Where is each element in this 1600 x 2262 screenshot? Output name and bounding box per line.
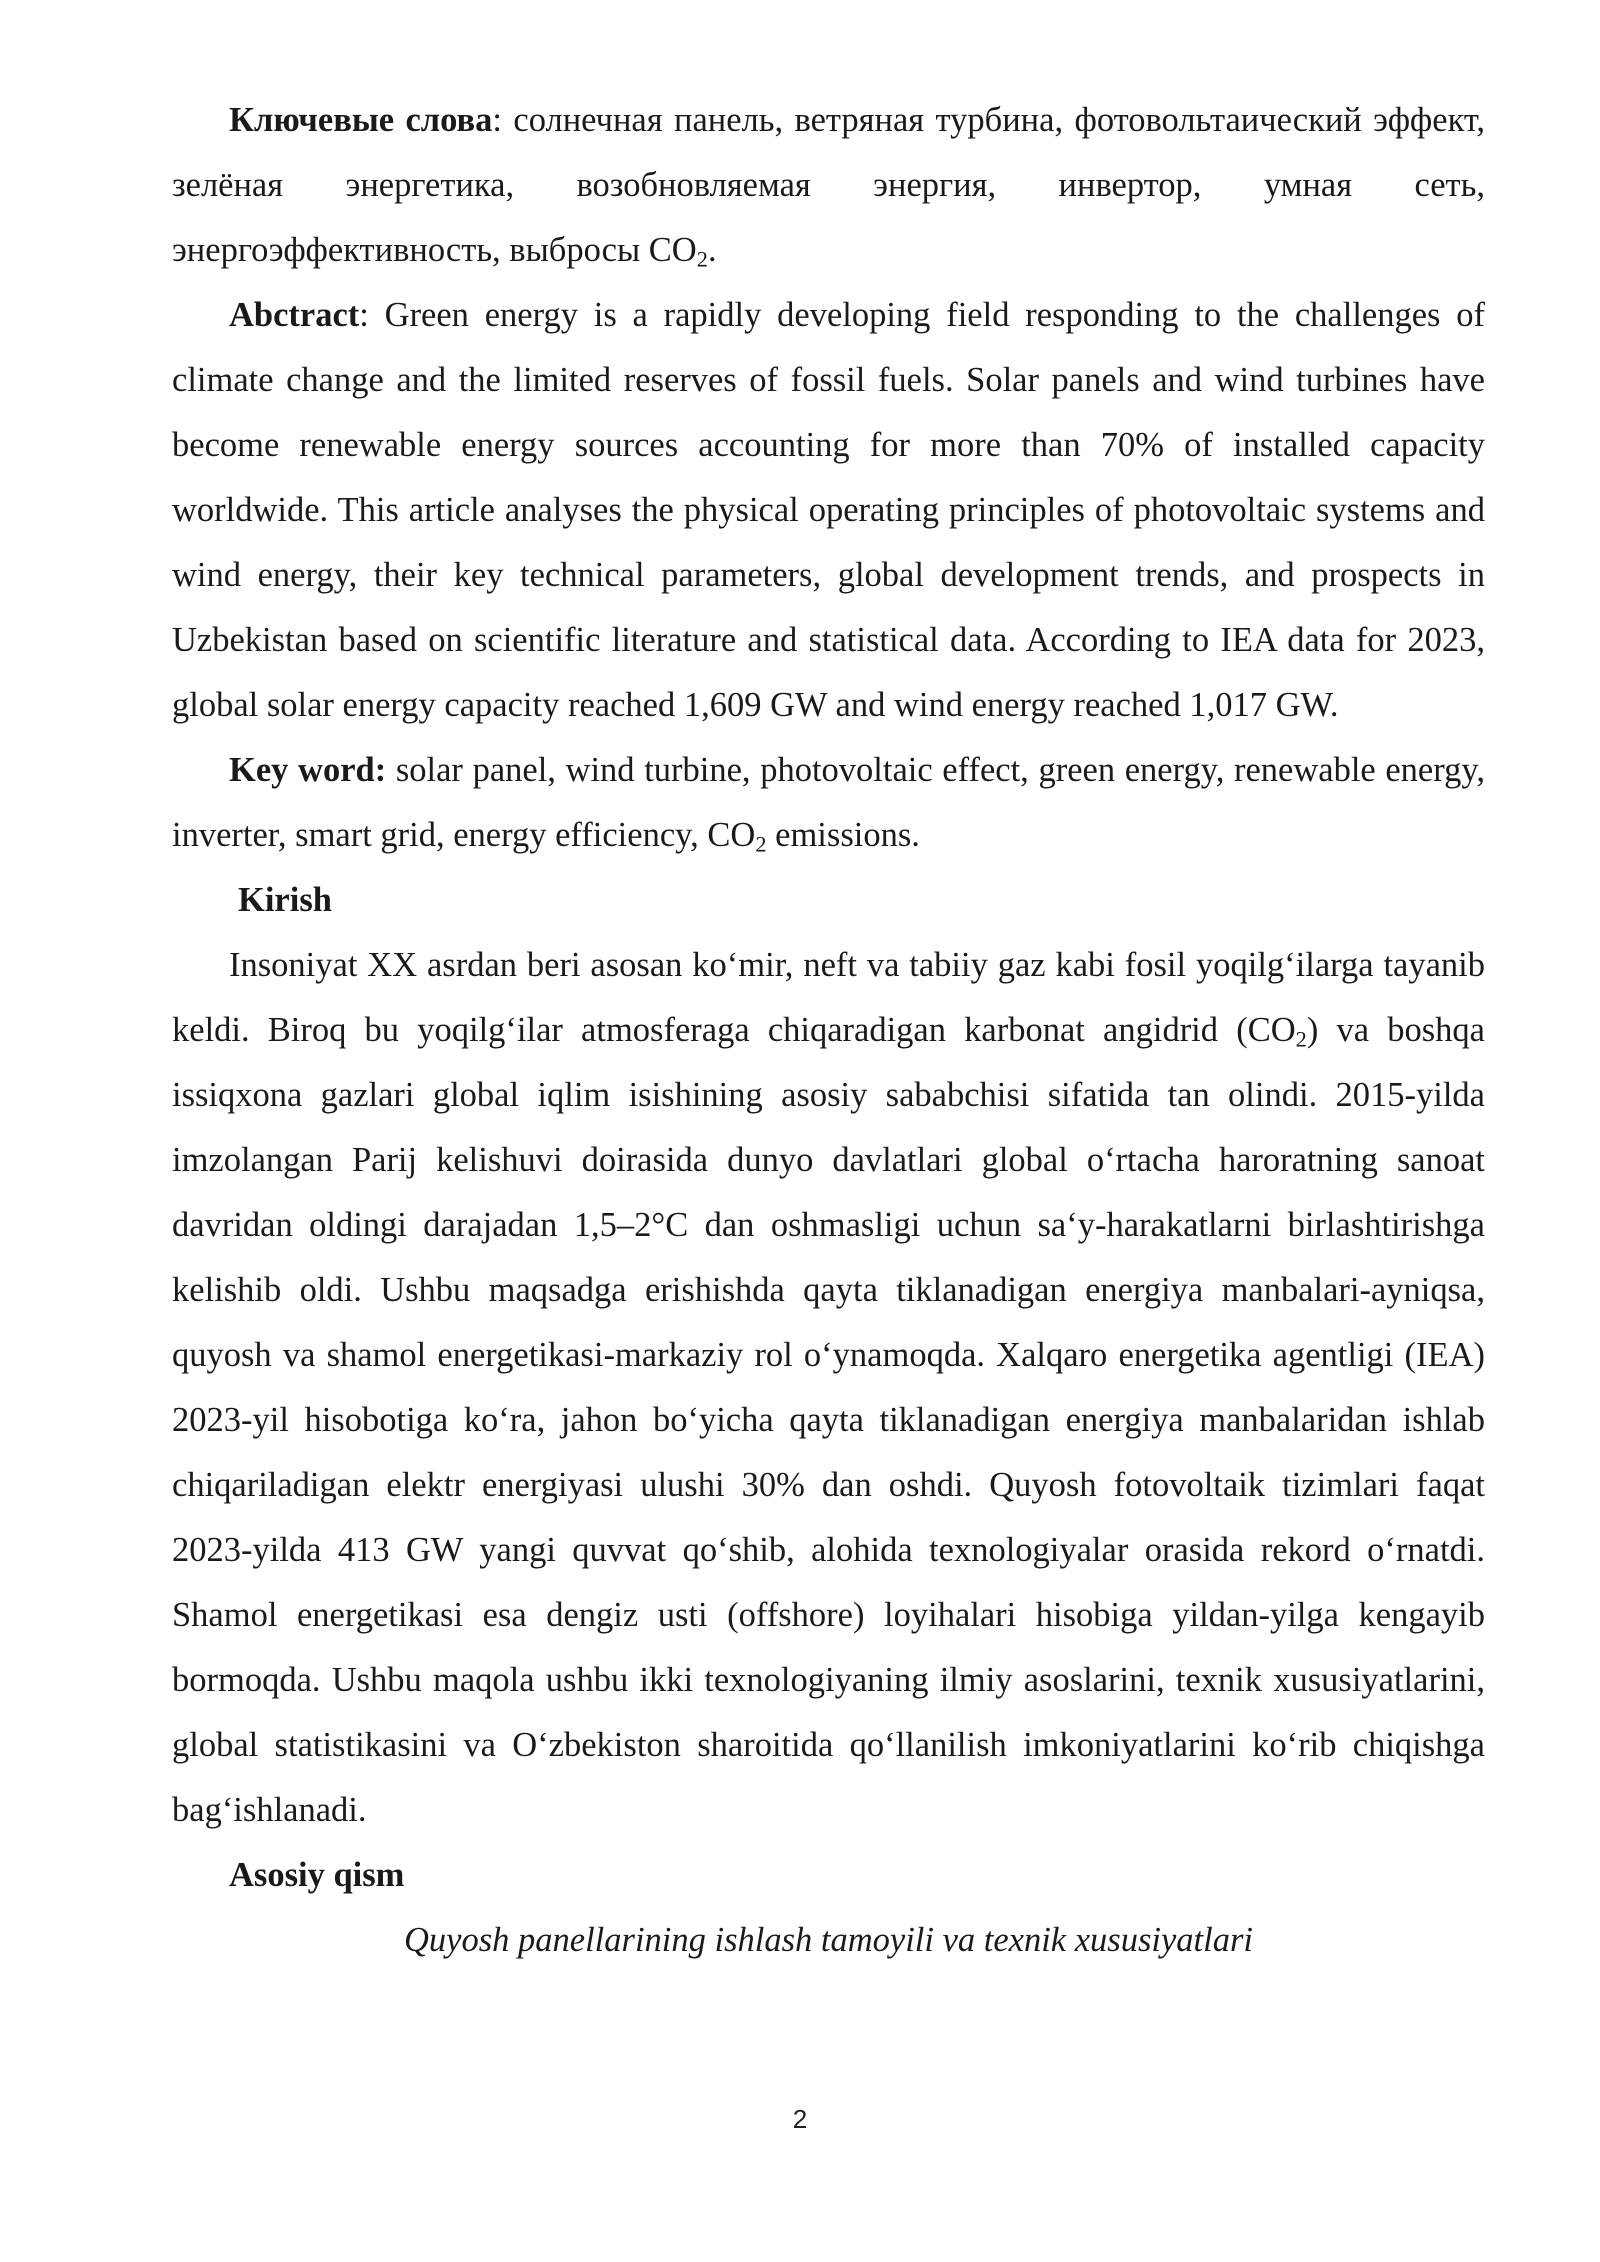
keywords-ru-end: . [707, 231, 717, 269]
keywords-en-text: solar panel, wind turbine, photovoltaic effect, green energy, renewable energy, inverter, smart grid, energy efficiency, CO [172, 751, 1485, 854]
section-subtitle: Quyosh panellarining ishlash tamoyili va texnik xususiyatlari [404, 1921, 1253, 1959]
abstract-separator: : [359, 296, 385, 334]
section-heading-intro: Kirish [238, 881, 332, 919]
keywords-ru-paragraph [172, 88, 1485, 283]
section-heading-main: Asosiy qism [229, 1856, 405, 1894]
keywords-en-end: emissions. [766, 816, 920, 854]
keywords-en-subscript: 2 [755, 831, 767, 857]
abstract-label: Abctract [229, 296, 360, 334]
intro-text: Insoniyat XX asrdan beri asosan ko‘mir, neft va tabiiy gaz kabi fosil yoqilg‘ilarga tayanib keldi. Biroq bu yoqilg‘ilar atmosferaga chiqaradigan karbonat angidrid (CO [172, 946, 1485, 1049]
page-body [172, 88, 1485, 1973]
keywords-ru-label: Ключевые слова [229, 101, 493, 139]
keywords-ru-text: солнечная панель, ветряная турбина, фотовольтаический эффект, зелёная энергетика, возобновляемая энергия, инвертор, умная сеть, энергоэффективность, выбросы CO [172, 101, 1485, 269]
abstract-text: Green energy is a rapidly developing field responding to the challenges of climate change and the limited reserves of fossil fuels. Solar panels and wind turbines have become renewable energy sources accounting for more than 70% of installed capacity worldwide. This article analyses the physical operating principles of photovoltaic systems and wind energy, their key technical parameters, global development trends, and prospects in Uzbekistan based on scientific literature and statistical data. According to IEA data for 2023, global solar energy capacity reached 1,609 GW and wind energy reached 1,017 GW. [172, 296, 1485, 724]
keywords-en-label: Key word: [229, 751, 387, 789]
abstract-paragraph [172, 283, 1485, 738]
intro-subscript: 2 [1295, 1026, 1307, 1052]
intro-text-continued: ) va boshqa issiqxona gazlari global iqlim isishining asosiy sababchisi sifatida tan olindi. 2015-yilda imzolangan Parij kelishuvi doirasida dunyo davlatlari global o‘rtacha haroratning sanoat davridan oldingi darajadan 1,5–2°C dan oshmasligi uchun sa‘y-harakatlarni birlashtirishga kelishib oldi. Ushbu maqsadga erishishda qayta tiklanadigan energiya manbalari-ayniqsa, quyosh va shamol energetikasi-markaziy rol o‘ynamoqda. Xalqaro energetika agentligi (IEA) 2023-yil hisobotiga ko‘ra, jahon bo‘yicha qayta tiklanadigan energiya manbalaridan ishlab chiqariladigan elektr energiyasi ulushi 30% dan oshdi. Quyosh fotovoltaik tizimlari faqat 2023-yilda 413 GW yangi quvvat qo‘shib, alohida texnologiyalar orasida rekord o‘rnatdi. Shamol energetikasi esa dengiz usti (offshore) loyihalari hisobiga yildan-yilga kengayib bormoqda. Ushbu maqola ushbu ikki texnologiyaning ilmiy asoslarini, texnik xususiyatlarini, global statistikasini va O‘zbekiston sharoitida qo‘llanilish imkoniyatlarini ko‘rib chiqishga bag‘ishlanadi. [172, 1011, 1485, 1829]
intro-paragraph [172, 933, 1485, 1843]
keywords-ru-separator: : [492, 101, 514, 139]
page-number: 2 [792, 2104, 808, 2134]
keywords-en-paragraph [172, 738, 1485, 868]
keywords-ru-subscript: 2 [696, 246, 708, 272]
keywords-en-separator [386, 751, 396, 789]
